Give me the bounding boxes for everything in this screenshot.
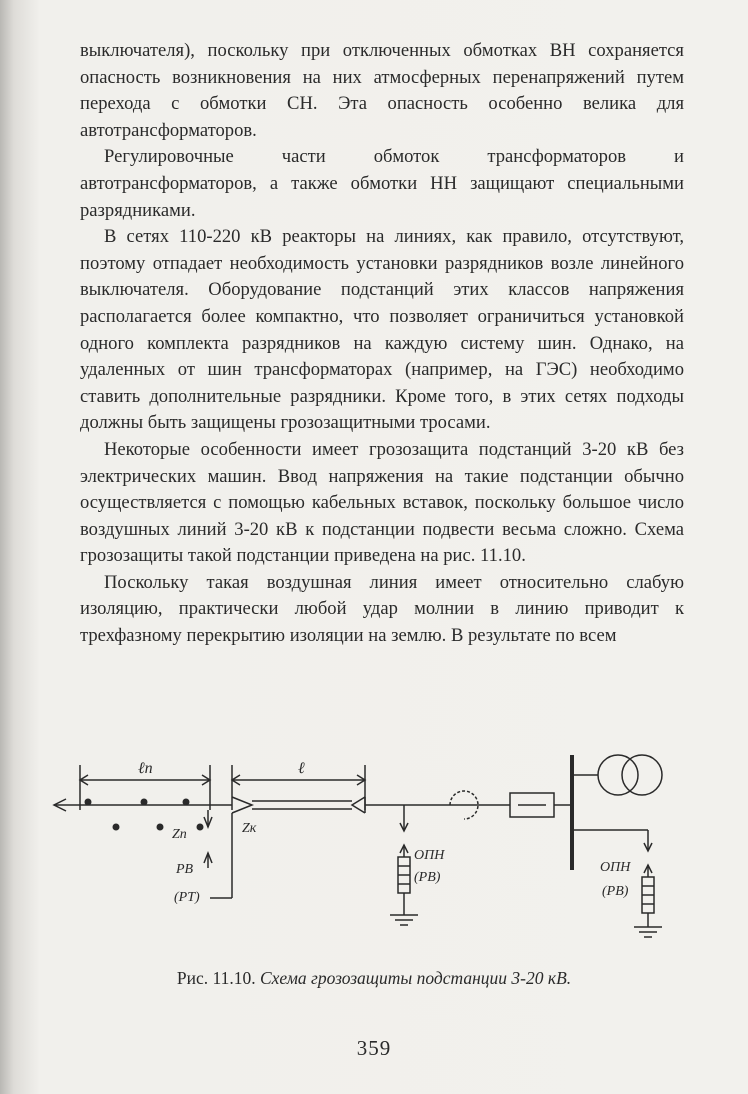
strike-dot (183, 799, 190, 806)
paragraph-4: Некоторые особенности имеет грозозащита подстанций 3-20 кВ без электрических машин. Ввод напряжения на такие подстанции обычно осуществляется с помощью кабельных вставок, поскольку большое число воздушных линий 3-20 кВ к подстанции подвести весьма сложно. Схема грозозащиты такой подстанции приведена на рис. 11.10. (80, 438, 684, 567)
caption-number: Рис. 11.10. (176, 968, 256, 988)
label-rv2: (РВ) (602, 884, 629, 899)
page-number: 359 (356, 1036, 392, 1060)
label-opn2: ОПН (600, 860, 631, 875)
label-zn: Zп (172, 827, 187, 842)
strike-dot (141, 799, 148, 806)
body-text (80, 38, 684, 650)
transformer-winding-2 (622, 755, 662, 795)
strike-dot (197, 824, 204, 831)
strike-dot (113, 824, 120, 831)
figure-caption (0, 968, 748, 989)
paragraph-5: Поскольку такая воздушная линия имеет относительно слабую изоляцию, практически любой удар молнии в линию приводит к трехфазному перекрытию изоляции на землю. В результате по всем (80, 571, 684, 647)
label-rt: (РТ) (174, 890, 200, 905)
cable-end-left (232, 797, 252, 813)
label-l: ℓ (298, 760, 305, 777)
caption-title: Схема грозозащиты подстанции 3-20 кВ. (259, 968, 572, 988)
label-rv: РВ (176, 862, 194, 877)
strike-dot (85, 799, 92, 806)
lightning-protection-diagram (40, 735, 700, 950)
paragraph-2: Регулировочные части обмоток трансформаторов и автотрансформаторов, а также обмотки НН защищают специальными разрядниками. (80, 146, 684, 221)
paragraph-3: В сетях 110-220 кВ реакторы на линиях, как правило, отсутствуют, поэтому отпадает необходимость установки разрядников возле линейного выключателя. Оборудование подстанций этих классов напряжения располагается более компактно, что позволяет ограничиться установкой одного комплекта разрядников на каждую систему шин. Однако, на удаленных от шин трансформаторах (например, на ГЭС) необходимо ставить дополнительные разрядники. Кроме того, в этих сетях подходы должны быть защищены грозозащитными тросами. (80, 226, 684, 434)
cable-end-right (352, 797, 365, 813)
label-rv1: (РВ) (414, 870, 441, 885)
circuit-diagram (40, 735, 700, 950)
transformer-winding-1 (598, 755, 638, 795)
label-opn1: ОПН (414, 848, 445, 863)
label-ln: ℓп (138, 760, 153, 777)
strike-dot (157, 824, 164, 831)
paragraph-1: выключателя), поскольку при отключенных обмотках ВН сохраняется опасность возникновения на них атмосферных перенапряжений путем перехода с обмотки СН. Эта опасность особенно велика для автотрансформаторов. (80, 40, 684, 141)
lightning-dots (85, 799, 204, 831)
label-zk: Zк (242, 821, 257, 836)
